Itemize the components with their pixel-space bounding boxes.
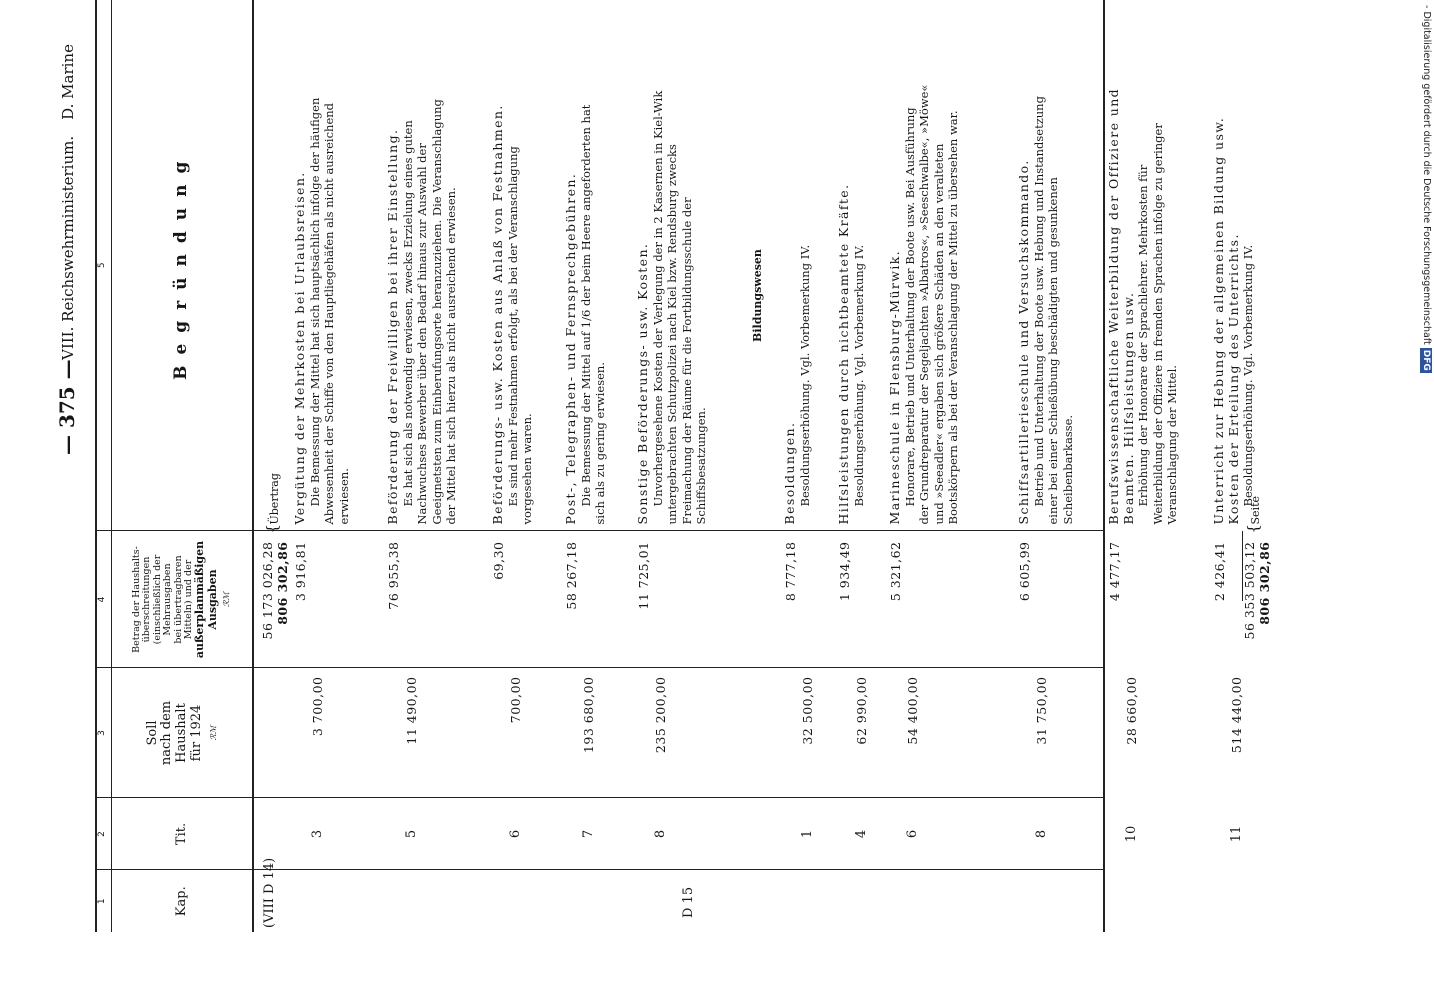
header-soll-line: Soll — [144, 720, 160, 746]
header-betrag-line: bei übertragbaren — [172, 555, 184, 644]
reason-text: Es sind mehr Festnahmen erfolgt, als bei der Veranschlagung vorgesehen waren. — [505, 146, 534, 525]
reason-text: Besoldungserhöhung. Vgl. Vorbemerkung IV. — [1241, 244, 1255, 507]
column-number: 1 — [96, 870, 112, 932]
subsection-title: D. Marine — [59, 44, 77, 120]
dfg-credit-strip — [1418, 5, 1434, 995]
reason-title: Beförderung der Freiwilligen bei ihrer Einstellung. — [385, 128, 400, 525]
reason-text: Die Bemessung der Mittel hat sich hauptsächlich infolge der häufigen Abwesenheit der Schiffe von den Hauptliegehäfen als nicht ausreichend erwiesen. — [307, 97, 351, 525]
column-number: 3 — [96, 668, 112, 798]
dfg-credit: Digitalisierung gefördert durch die Deutsche Forschungsgemeinschaft - — [1421, 5, 1432, 345]
soll-value: 31 750,00 — [1034, 676, 1049, 745]
betrag-value: 2 426,41 — [1212, 541, 1227, 602]
tit-number: 7 — [581, 829, 596, 839]
reason-title: Schiffsartillerieschule und Versuchskommando. — [1016, 159, 1031, 525]
reason-block — [1212, 85, 1256, 525]
reason-title: Unterricht zur Hebung der allgemeinen Bildung usw. Kosten der Erteilung des Unterrichts. — [1211, 116, 1241, 525]
reason-text: Es hat sich als notwendig erwiesen, zwecks Erzielung eines guten Nachwuchses Bewerber über den Bedarf hinaus zur Auswahl der Geeignetsten zum Einberufungsorte heranzuziehen. Die Veranschlagung der Mittel hat sich hierzu als nicht ausreichend erwiesen. — [400, 99, 458, 525]
header-betrag-bold: außerplanmäßigen Ausgaben — [193, 540, 219, 659]
betrag-value: 58 267,18 — [564, 541, 579, 610]
soll-column — [253, 668, 1244, 798]
reason-title: Marineschule in Flensburg-Mürwik. — [887, 249, 902, 525]
tit-number: 1 — [800, 829, 815, 839]
betrag-value: 11 725,01 — [636, 541, 651, 610]
begruendung-column — [253, 0, 1262, 534]
reason-block — [1107, 85, 1180, 525]
reason-block — [293, 85, 351, 525]
section-title: VIII. Reichswehrministerium. — [59, 135, 77, 360]
betrag-value: 3 916,81 — [293, 541, 308, 602]
reason-block — [1017, 85, 1075, 525]
tit-number: 3 — [310, 829, 325, 839]
tit-number: 10 — [1124, 825, 1139, 843]
column-number: 2 — [96, 798, 112, 870]
reason-block — [564, 85, 608, 525]
reason-text: Erhöhung der Honorare der Sprachlehrer. Mehrkosten für Weiterbildung der Offiziere in fremden Sprachen infolge zu geringer Veranschlagung der Mittel. — [1136, 123, 1179, 525]
soll-value: 28 660,00 — [1124, 676, 1139, 745]
betrag-value: 69,30 — [491, 541, 506, 580]
header-soll-line: nach dem — [159, 700, 175, 766]
dfg-logo: DFG — [1421, 349, 1431, 371]
reason-text: Unvorhergesehene Kosten der Verlegung der in 2 Kasernen in Kiel-Wik untergebrachten Schutzpolizei nach Kiel bzw. Rendsburg zwecks Freimachung der Räume für die Fortbildungsschule der Schiffsbesatzungen. — [650, 90, 708, 525]
reason-title: Sonstige Beförderungs- usw. Kosten. — [635, 242, 650, 525]
soll-value: 514 440,00 — [1229, 676, 1244, 754]
reason-block — [636, 85, 709, 525]
betrag-value: 76 955,38 — [386, 541, 401, 610]
reason-title: Post-, Telegraphen- und Fernsprechgebühren. — [563, 172, 578, 525]
header-betrag-line: Mitteln) und der — [183, 559, 195, 640]
header-soll-line: Haushalt — [174, 703, 190, 763]
reason-block — [386, 85, 459, 525]
tit-column — [253, 798, 1244, 870]
reason-text: Die Bemessung der Mittel auf 1/6 der beim Heere angeforderten hat sich als zu gering erwiesen. — [578, 104, 607, 525]
seite-amount-bold: 806 302,86 — [1257, 541, 1272, 625]
header-betrag-line: Mehrausgaben — [162, 563, 174, 636]
brace-symbol: { — [263, 523, 281, 534]
tit-number: 8 — [653, 829, 668, 839]
header-betrag-line: (einschließlich der — [151, 554, 163, 645]
reason-title: Hilfsleistungen durch nichtbeamtete Kräfte. — [836, 183, 851, 525]
reason-text: Besoldungserhöhung. Vgl. Vorbemerkung IV. — [851, 244, 866, 507]
header-betrag — [112, 531, 254, 668]
header-betrag-line: überschreitungen — [141, 556, 153, 643]
soll-value: 11 490,00 — [404, 676, 419, 745]
reason-title: Berufswissenschaftliche Weiterbildung der Offiziere und Beamten. Hilfsleistungen usw. — [1106, 87, 1136, 525]
tit-number: 6 — [508, 829, 523, 839]
reason-block — [888, 85, 961, 525]
dfg-sidebar — [1418, 5, 1434, 995]
tit-number: 11 — [1229, 825, 1244, 843]
reason-block — [783, 85, 812, 525]
column-number: 5 — [96, 0, 112, 531]
column-number: 4 — [96, 531, 112, 668]
tit-number: 5 — [404, 829, 419, 839]
reason-title: Vergütung der Mehrkosten bei Urlaubsreisen. — [292, 171, 307, 525]
betrag-value: 4 477,17 — [1107, 541, 1122, 602]
betrag-value: 5 321,62 — [888, 541, 903, 602]
betrag-value: 8 777,18 — [783, 541, 798, 602]
seite-label: Seite — [1249, 496, 1262, 525]
header-kap: Kap. — [112, 870, 254, 932]
header-soll — [112, 668, 254, 798]
tit-number: 6 — [905, 829, 920, 839]
column-header-row — [112, 0, 254, 932]
reason-block — [491, 85, 535, 525]
tit-number: 8 — [1034, 829, 1049, 839]
section-heading: Bildungswesen — [751, 249, 764, 342]
soll-value: 700,00 — [508, 676, 523, 724]
reason-title: Beförderungs- usw. Kosten aus Anlaß von Festnahmen. — [490, 104, 505, 525]
tit-number: 4 — [854, 829, 869, 839]
uebertrag-amount-bold: 806 302,86 — [275, 541, 290, 625]
reason-text: Besoldungserhöhung. Vgl. Vorbemerkung IV. — [797, 244, 812, 507]
currency-unit: ℛℳ — [209, 725, 219, 741]
column-number-row — [96, 0, 112, 932]
table-body — [253, 0, 1104, 932]
reason-block — [837, 85, 866, 525]
betrag-value: 1 934,49 — [837, 541, 852, 602]
betrag-column — [253, 531, 1272, 668]
soll-value: 62 990,00 — [854, 676, 869, 745]
page-number: — 375 — — [55, 359, 79, 455]
betrag-value: 6 605,99 — [1017, 541, 1032, 602]
kap-label: D 15 — [681, 886, 696, 918]
soll-value: 3 700,00 — [310, 676, 325, 737]
budget-table — [95, 0, 1272, 932]
header-soll-line: für 1924 — [189, 704, 205, 762]
kap-label: (VIII D 14) — [262, 857, 277, 928]
soll-value: 32 500,00 — [800, 676, 815, 745]
currency-unit: ℛℳ — [222, 592, 232, 607]
page-header — [45, 0, 85, 1000]
uebertrag-amount: 56 173 026,28 — [260, 541, 275, 640]
uebertrag-label: Übertrag — [268, 473, 281, 525]
brace-symbol: { — [1244, 523, 1262, 534]
soll-value: 193 680,00 — [581, 676, 596, 754]
reason-text: Honorare, Betrieb und Unterhaltung der Boote usw. Bei Ausführung der Grundreparatur der Segeljachten »Albatros«, »Seeschwalbe«, »Möwe« und »Seeadler« ergaben sich größere Schäden an den veralteten Bootskörpern als bei der Veranschlagung der Mittel zu übersehen war. — [902, 84, 960, 525]
running-head — [59, 44, 77, 360]
header-betrag-line: Betrag der Haushalts- — [130, 546, 142, 653]
soll-value: 54 400,00 — [905, 676, 920, 745]
soll-value: 235 200,00 — [653, 676, 668, 754]
header-begruendung: Begründung — [112, 0, 254, 531]
header-tit: Tit. — [112, 798, 254, 870]
reason-title: Besoldungen. — [782, 421, 797, 525]
reason-text: Betrieb und Unterhaltung der Boote usw. Hebung und Instandsetzung einer bei einer Schießübung beschädigten und gesunkenen Scheibenbarkasse. — [1031, 96, 1075, 525]
seite-amount: 56 353 503,12 — [1242, 541, 1257, 640]
kap-column — [253, 857, 1104, 932]
